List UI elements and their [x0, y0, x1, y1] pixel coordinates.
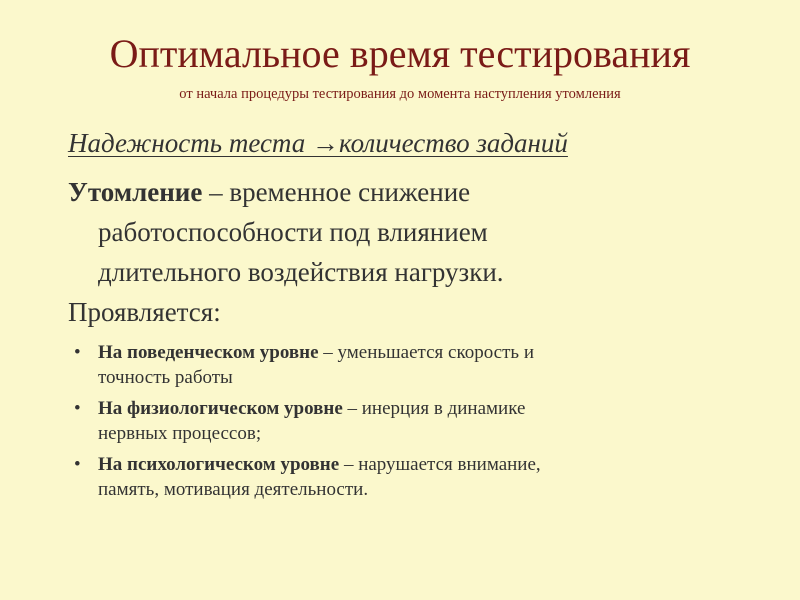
bullet-icon: • — [74, 398, 81, 419]
bullet-line-2: нервных процессов; — [98, 423, 262, 444]
bullet-line-2: точность работы — [98, 367, 233, 388]
fatigue-definition — [68, 172, 748, 292]
slide-title: Оптимальное время тестирования — [109, 31, 691, 76]
bullet-text: – нарушается внимание, — [339, 454, 541, 475]
definition-line-2: работоспособности под влиянием — [98, 217, 488, 247]
list-item — [72, 396, 752, 446]
definition-line-3: длительного воздействия нагрузки. — [98, 257, 504, 287]
slide-subtitle: от начала процедуры тестирования до момента наступления утомления — [179, 86, 621, 102]
list-item — [72, 452, 752, 502]
bullet-text: – инерция в динамике — [342, 398, 526, 419]
bullet-level: На поведенческом уровне — [98, 342, 319, 363]
list-item — [72, 340, 752, 390]
bullet-line-2: память, мотивация деятельности. — [98, 479, 369, 500]
bullet-level: На физиологическом уровне — [98, 398, 343, 419]
manifest-list — [72, 340, 752, 508]
bullet-line-1 — [98, 340, 752, 365]
definition-line-1 — [68, 172, 748, 212]
bullet-line-1 — [98, 452, 752, 477]
reliability-heading: Надежность теста →количество заданий — [68, 128, 568, 158]
definition-text-1: – временное снижение — [202, 177, 471, 207]
bullet-icon: • — [74, 454, 81, 475]
definition-term: Утомление — [68, 177, 203, 207]
bullet-icon: • — [74, 342, 81, 363]
bullet-text: – уменьшается скорость и — [318, 342, 535, 363]
bullet-level: На психологическом уровне — [98, 454, 340, 475]
manifests-label: Проявляется: — [68, 297, 221, 327]
bullet-line-1 — [98, 396, 752, 421]
